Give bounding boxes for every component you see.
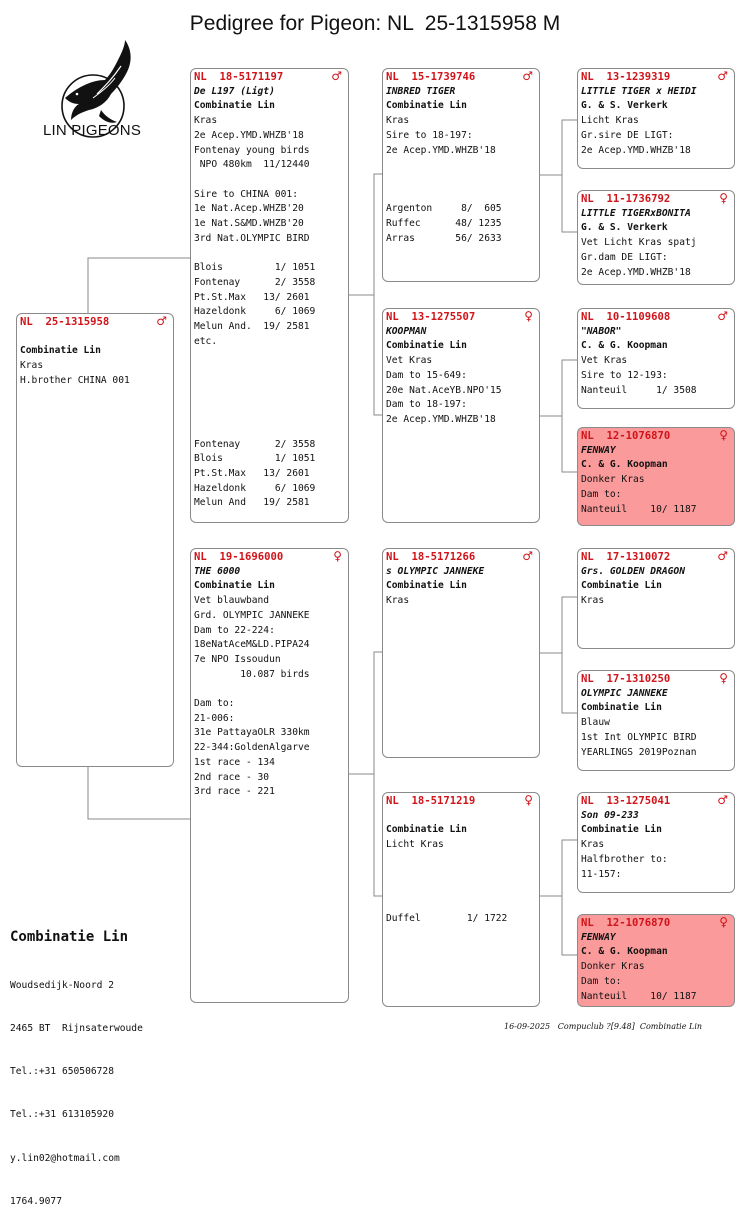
sire-sire-sire-card xyxy=(577,68,735,169)
info-line: Ruffec 48/ 1235 xyxy=(386,218,502,230)
address-line: 2465 BT Rijnsaterwoude xyxy=(10,1023,143,1035)
info-line xyxy=(194,349,348,364)
male-icon: ♂ xyxy=(717,309,728,323)
info-line xyxy=(386,173,539,188)
pigeon-name: FENWAY xyxy=(581,931,616,943)
info-line: Vet Kras xyxy=(386,355,433,367)
female-icon: ♀ xyxy=(719,671,728,685)
info-line: 1st race - 134 xyxy=(194,756,275,768)
info-line: Pt.St.Max 13/ 2601 xyxy=(194,291,310,303)
info-line: Gr.sire DE LIGT: xyxy=(581,129,674,141)
info-line xyxy=(386,158,539,173)
phone-line: Tel.:+31 650506728 xyxy=(10,1066,114,1078)
info-line xyxy=(20,330,173,345)
info-line: 21-006: xyxy=(194,712,235,724)
info-line: Hazeldonk 6/ 1069 xyxy=(194,306,316,318)
address-line: Woudsedijk-Noord 2 xyxy=(10,979,114,991)
info-line: Sire to 18-197: xyxy=(386,129,473,141)
pigeon-name: "NABOR" xyxy=(581,325,622,337)
info-line: Blauw xyxy=(581,717,610,729)
info-line xyxy=(194,393,348,408)
info-line: Donker Kras xyxy=(581,961,645,973)
owner-name: C. & G. Koopman xyxy=(581,459,668,471)
owner-name: Combinatie Lin xyxy=(386,340,467,352)
sire-dam-dam-card xyxy=(577,427,735,526)
info-line xyxy=(386,809,539,824)
info-line: 11-157: xyxy=(581,868,622,880)
info-line: 2nd race - 30 xyxy=(194,771,270,783)
pigeon-name: FENWAY xyxy=(581,444,616,456)
owner-name: Combinatie Lin xyxy=(581,824,662,836)
info-line: NPO 480km 11/12440 xyxy=(194,159,310,171)
info-line: 2e Acep.YMD.WHZB'18 xyxy=(581,266,691,278)
phone-line: Tel.:+31 613105920 xyxy=(10,1109,114,1121)
email-line: y.lin02@hotmail.com xyxy=(10,1152,120,1164)
info-line: 22-344:GoldenAlgarve xyxy=(194,742,310,754)
dam-card xyxy=(190,548,349,1003)
info-line: Kras xyxy=(386,595,410,607)
ring-number: NL 18-5171219 ♀ xyxy=(386,793,533,807)
info-line: Dam to 18-197: xyxy=(386,399,467,411)
info-line xyxy=(194,364,348,379)
info-line: Kras xyxy=(20,360,44,372)
female-icon: ♀ xyxy=(524,793,533,807)
info-line: 3rd Nat.OLYMPIC BIRD xyxy=(194,232,310,244)
info-line xyxy=(386,853,539,868)
info-line: Licht Kras xyxy=(581,115,639,127)
sire-sire-dam-card xyxy=(577,190,735,285)
pigeon-name: LITTLE TIGER x HEIDI xyxy=(581,85,697,97)
owner-name: Combinatie Lin xyxy=(194,580,275,592)
ring-number: NL 17-1310072 ♂ xyxy=(581,549,728,563)
owner-name: Combinatie Lin xyxy=(386,824,467,836)
owner-name: C. & G. Koopman xyxy=(581,340,668,352)
ring-number: NL 12-1076870 ♀ xyxy=(581,915,728,929)
sire-sire-card xyxy=(382,68,540,282)
info-line xyxy=(386,868,539,883)
info-line xyxy=(386,882,539,897)
info-line: Hazeldonk 6/ 1069 xyxy=(194,482,316,494)
owner-name: Combinatie Lin xyxy=(386,580,467,592)
info-line: 2e Acep.YMD.WHZB'18 xyxy=(581,144,691,156)
pigeon-name: s OLYMPIC JANNEKE xyxy=(386,565,485,577)
info-line: Fontenay 2/ 3558 xyxy=(194,276,316,288)
male-icon: ♂ xyxy=(717,793,728,807)
owner-name: Combinatie Lin xyxy=(581,702,662,714)
dam-dam-card xyxy=(382,792,540,1007)
owner-name: G. & S. Verkerk xyxy=(581,100,668,112)
info-line: H.brother CHINA 001 xyxy=(20,374,130,386)
info-line xyxy=(194,682,348,697)
pigeon-name: OLYMPIC JANNEKE xyxy=(581,687,668,699)
owner-name: Combinatie Lin xyxy=(20,345,101,357)
info-line: 1e Nat.Acep.WHZB'20 xyxy=(194,203,304,215)
info-line: Duffel 1/ 1722 xyxy=(386,912,508,924)
member-number: 1764.9077 xyxy=(10,1195,62,1207)
info-line: YEARLINGS 2019Poznan xyxy=(581,746,697,758)
page-title: Pedigree for Pigeon: NL 25-1315958 M xyxy=(189,12,561,35)
pigeon-name: Grs. GOLDEN DRAGON xyxy=(581,565,685,577)
info-line: Nanteuil 10/ 1187 xyxy=(581,503,697,515)
owner-name: C. & G. Koopman xyxy=(581,946,668,958)
info-line: Blois 1/ 1051 xyxy=(194,262,316,274)
info-line: Dam to 22-224: xyxy=(194,624,275,636)
male-icon: ♂ xyxy=(522,69,533,83)
info-line: Vet blauwband xyxy=(194,595,270,607)
logo-text: LIN PIGEONS xyxy=(42,122,142,139)
ring-number: NL 19-1696000 ♀ xyxy=(194,549,342,563)
ring-number: NL 13-1275507 ♀ xyxy=(386,309,533,323)
info-line: 18eNatAceM&LD.PIPA24 xyxy=(194,639,310,651)
info-line: Melun And. 19/ 2581 xyxy=(194,320,310,332)
sire-dam-sire-card xyxy=(577,308,735,409)
info-line: Dam to: xyxy=(581,975,622,987)
info-line: Argenton 8/ 605 xyxy=(386,203,502,215)
info-line: Kras xyxy=(194,115,218,127)
subject-card xyxy=(16,313,174,767)
info-line: 10.087 birds xyxy=(194,668,310,680)
info-line: Dam to: xyxy=(194,698,235,710)
info-line xyxy=(194,408,348,423)
info-line xyxy=(194,246,348,261)
info-line: Donker Kras xyxy=(581,474,645,486)
info-line: Fontenay 2/ 3558 xyxy=(194,438,316,450)
info-line: Nanteuil 1/ 3508 xyxy=(581,384,697,396)
pigeon-name: Son 09-233 xyxy=(581,809,639,821)
male-icon: ♂ xyxy=(156,314,167,328)
info-line: Melun And 19/ 2581 xyxy=(194,497,310,509)
info-line xyxy=(194,423,348,438)
info-line: 2e Acep.YMD.WHZB'18 xyxy=(194,129,304,141)
info-line: Licht Kras xyxy=(386,839,444,851)
info-line: Halfbrother to: xyxy=(581,853,668,865)
info-line xyxy=(386,897,539,912)
dam-dam-dam-card xyxy=(577,914,735,1007)
pigeon-name: LITTLE TIGERxBONITA xyxy=(581,207,691,219)
sire-card xyxy=(190,68,349,523)
owner-name: Combinatie Lin xyxy=(581,580,662,592)
breeder-address xyxy=(10,950,143,1224)
female-icon: ♀ xyxy=(719,191,728,205)
dam-sire-card xyxy=(382,548,540,758)
male-icon: ♂ xyxy=(717,549,728,563)
info-line xyxy=(194,379,348,394)
info-line: Kras xyxy=(581,595,605,607)
info-line: Blois 1/ 1051 xyxy=(194,453,316,465)
info-line: Arras 56/ 2633 xyxy=(386,232,502,244)
pigeon-name: INBRED TIGER xyxy=(386,85,456,97)
pigeon-name: De L197 (Ligt) xyxy=(194,85,275,97)
female-icon: ♀ xyxy=(719,428,728,442)
dam-sire-dam-card xyxy=(577,670,735,771)
pigeon-name: KOOPMAN xyxy=(386,325,427,337)
info-line: Vet Licht Kras spatj xyxy=(581,237,697,249)
owner-name: Combinatie Lin xyxy=(194,100,275,112)
male-icon: ♂ xyxy=(717,69,728,83)
sire-dam-card xyxy=(382,308,540,523)
female-icon: ♀ xyxy=(719,915,728,929)
pigeon-name: THE 6000 xyxy=(194,565,241,577)
ring-number: NL 13-1239319 ♂ xyxy=(581,69,728,83)
info-line xyxy=(194,173,348,188)
ring-number: NL 18-5171266 ♂ xyxy=(386,549,533,563)
ring-number: NL 15-1739746 ♂ xyxy=(386,69,533,83)
info-line: Pt.St.Max 13/ 2601 xyxy=(194,467,310,479)
info-line: 3rd race - 221 xyxy=(194,786,275,798)
female-icon: ♀ xyxy=(524,309,533,323)
ring-number: NL 17-1310250 ♀ xyxy=(581,671,728,685)
ring-number: NL 13-1275041 ♂ xyxy=(581,793,728,807)
info-line: Gr.dam DE LIGT: xyxy=(581,251,668,263)
dam-dam-sire-card xyxy=(577,792,735,893)
ring-number: NL 12-1076870 ♀ xyxy=(581,428,728,442)
info-line: 7e NPO Issoudun xyxy=(194,653,281,665)
ring-number: NL 10-1109608 ♂ xyxy=(581,309,728,323)
info-line: Dam to: xyxy=(581,488,622,500)
info-line: Vet Kras xyxy=(581,355,628,367)
info-line: Sire to CHINA 001: xyxy=(194,188,298,200)
print-info: 16-09-2025 Compuclub ?[9.48] Combinatie Lin xyxy=(504,1022,703,1031)
info-line: 2e Acep.YMD.WHZB'18 xyxy=(386,144,496,156)
info-line: 2e Acep.YMD.WHZB'18 xyxy=(386,413,496,425)
info-line: 1st Int OLYMPIC BIRD xyxy=(581,731,697,743)
ring-number: NL 18-5171197 ♂ xyxy=(194,69,342,83)
info-line: etc. xyxy=(194,335,218,347)
female-icon: ♀ xyxy=(333,549,342,563)
info-line: Dam to 15-649: xyxy=(386,369,467,381)
dam-sire-sire-card xyxy=(577,548,735,649)
info-line: 20e Nat.AceYB.NPO'15 xyxy=(386,384,502,396)
info-line xyxy=(386,188,539,203)
male-icon: ♂ xyxy=(522,549,533,563)
ring-number: NL 25-1315958 ♂ xyxy=(20,314,167,328)
ring-number: NL 11-1736792 ♀ xyxy=(581,191,728,205)
info-line: Sire to 12-193: xyxy=(581,369,668,381)
male-icon: ♂ xyxy=(331,69,342,83)
info-line: Grd. OLYMPIC JANNEKE xyxy=(194,609,310,621)
owner-name: G. & S. Verkerk xyxy=(581,222,668,234)
owner-name: Combinatie Lin xyxy=(386,100,467,112)
info-line: 31e PattayaOLR 330km xyxy=(194,727,310,739)
info-line: Fontenay young birds xyxy=(194,144,310,156)
info-line: Kras xyxy=(581,839,605,851)
breeder-name: Combinatie Lin xyxy=(10,929,129,945)
info-line: Kras xyxy=(386,115,410,127)
info-line: 1e Nat.S&MD.WHZB'20 xyxy=(194,218,304,230)
info-line: Nanteuil 10/ 1187 xyxy=(581,990,697,1002)
